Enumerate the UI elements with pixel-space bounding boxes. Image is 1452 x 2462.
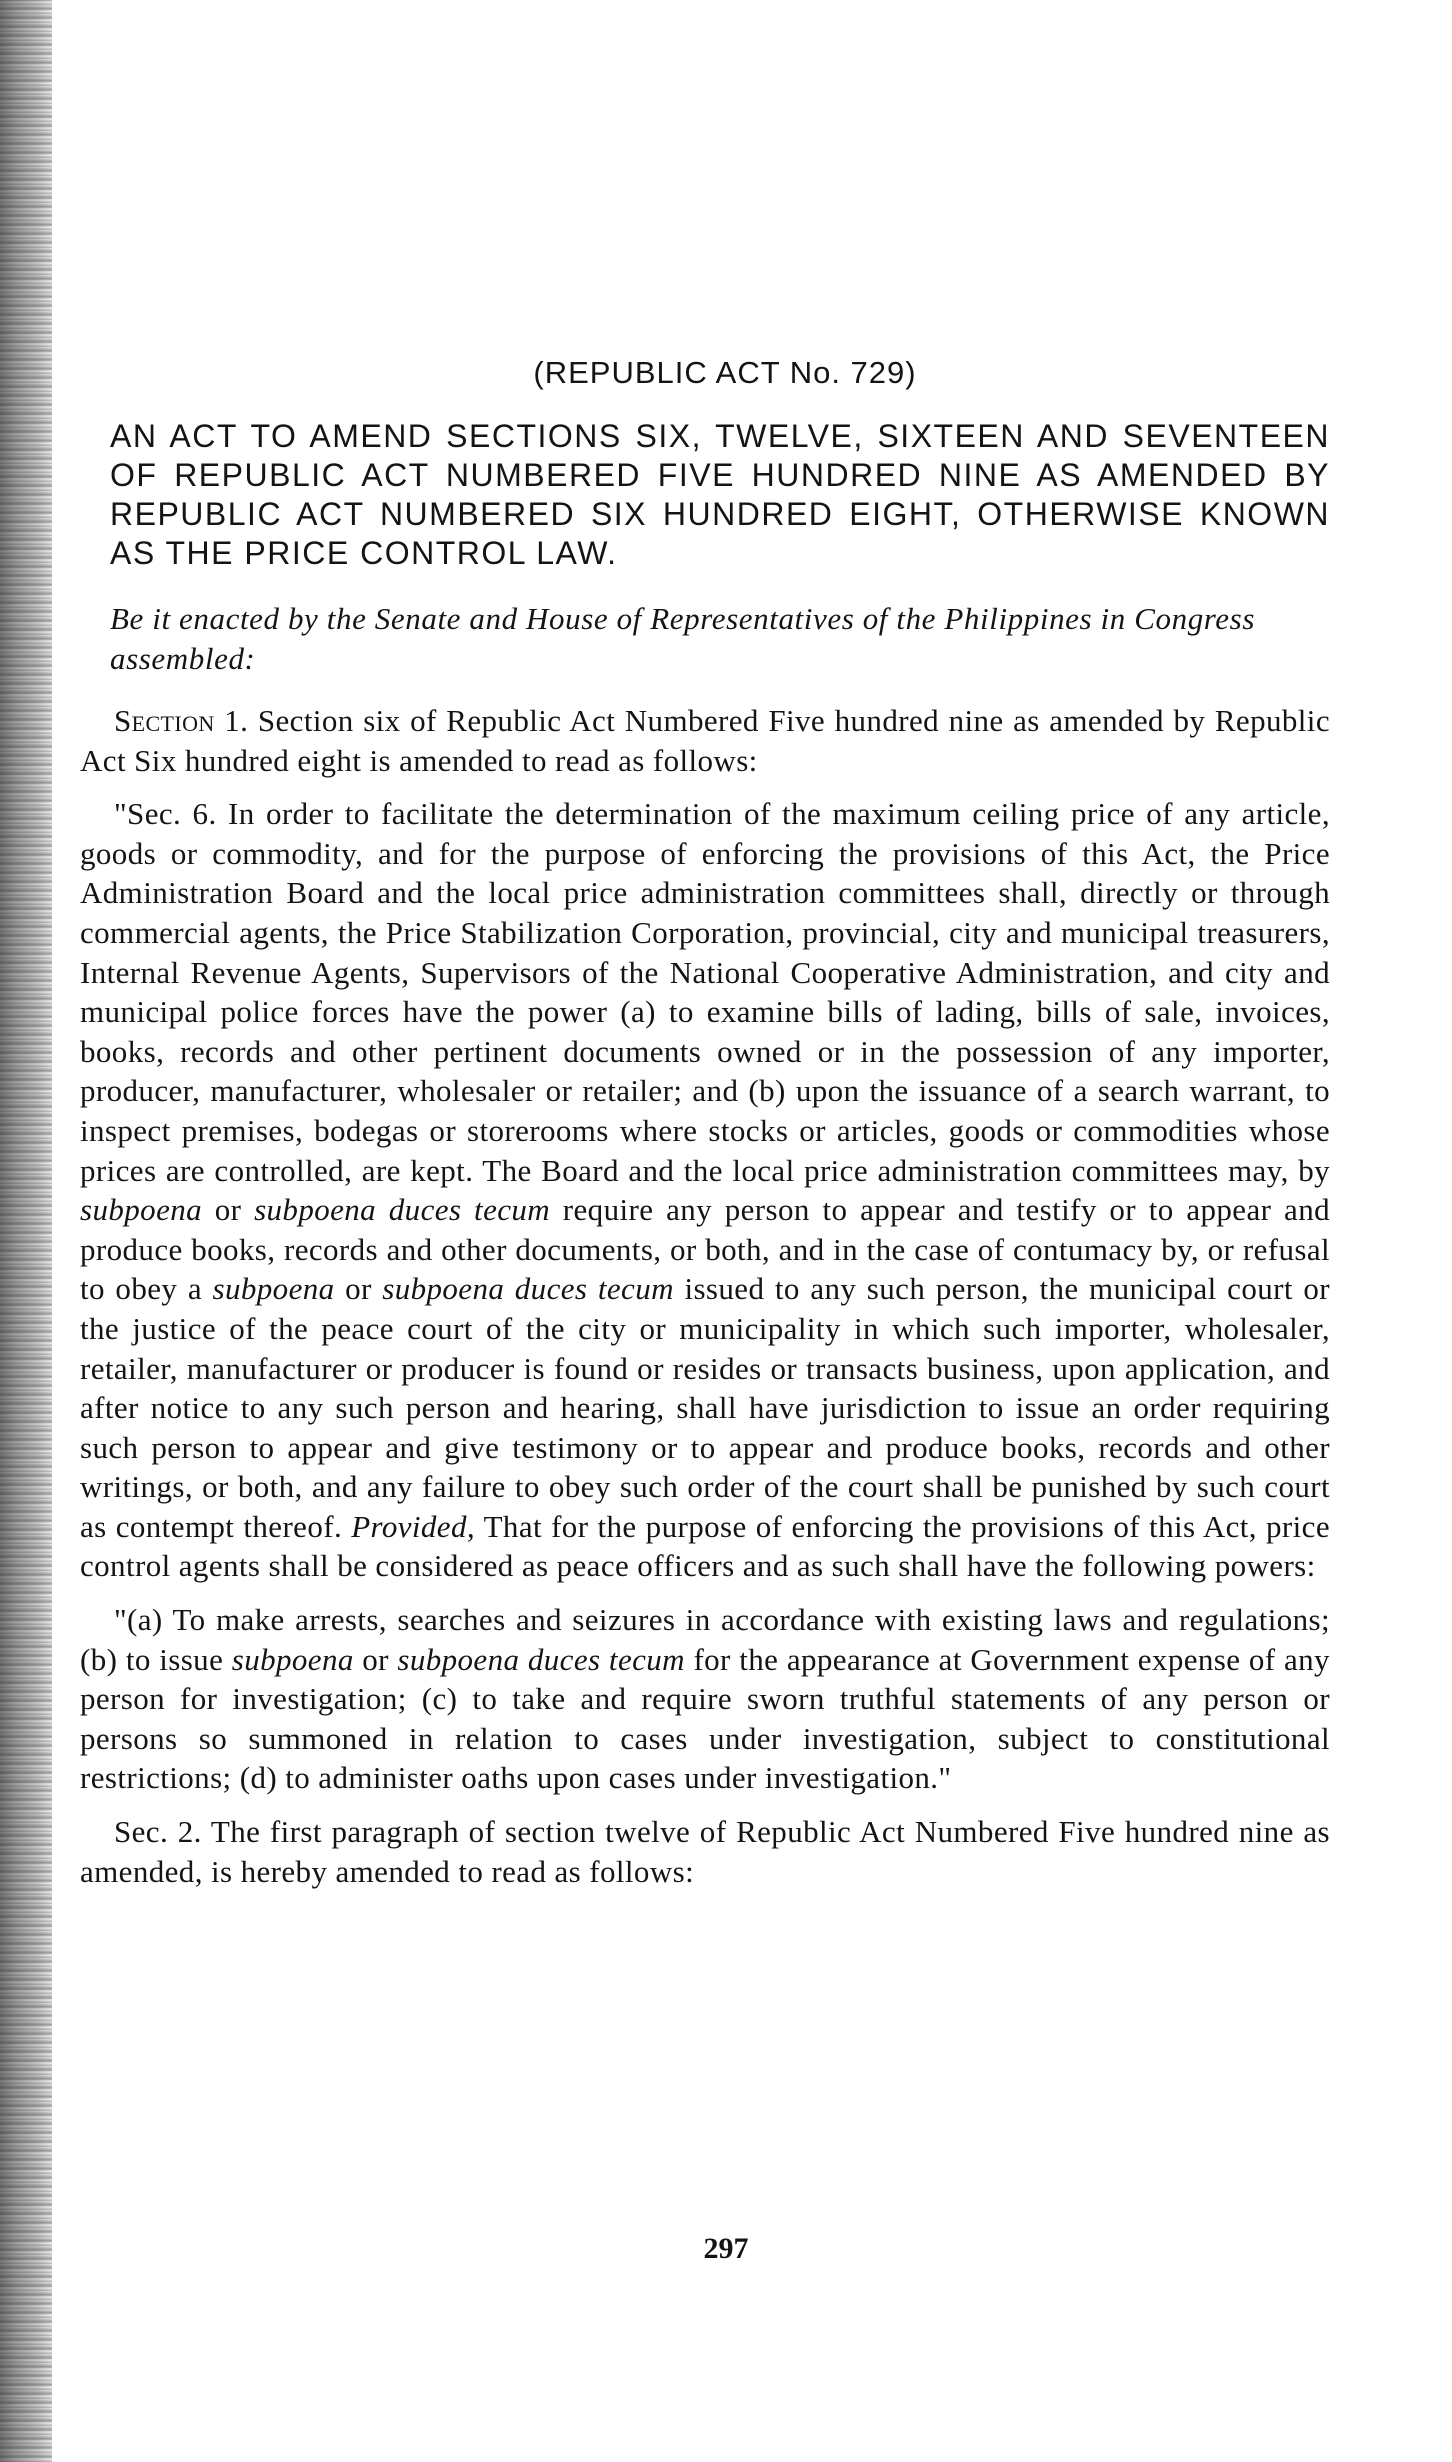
sec-6-text-d: That for the purpose of enforcing the provisions of this Act, price control agents shall be considered as peace officers and as such shall have the following powers: — [80, 1508, 1330, 1584]
page-number: 297 — [703, 2232, 749, 2265]
power-a-label: "(a) — [114, 1602, 163, 1638]
sec-2-text: The first paragraph of section twelve of Republic Act Numbered Five hundred nine as amended, is hereby amended to read as follows: — [80, 1814, 1330, 1889]
subpoena-duces-tecum-term: subpoena duces tecum — [254, 1192, 551, 1228]
sec-2-label: Sec. 2. — [114, 1814, 202, 1850]
document-page — [80, 355, 1330, 1905]
sec-2-paragraph — [80, 1812, 1330, 1891]
powers-paragraph — [80, 1600, 1330, 1798]
enacting-clause: Be it enacted by the Senate and House of Representatives of the Philippines in Congress assembled: — [110, 601, 1255, 676]
power-c-text: to take and require sworn truthful statements of any person or persons so summoned in relation to cases under investigation, subject to constitutional restrictions; — [80, 1681, 1330, 1796]
power-d-text: to administer oaths upon cases under investigation." — [285, 1760, 952, 1796]
or-text-2: or — [345, 1271, 372, 1307]
power-a-text: To make arrests, searches and seizures in accordance with existing laws and regulations; — [172, 1602, 1330, 1638]
subpoena-term-2: subpoena — [212, 1271, 335, 1307]
power-b-label: (b) — [80, 1641, 118, 1677]
sec-6-paragraph — [80, 794, 1330, 1586]
act-title: AN ACT TO AMEND SECTIONS SIX, TWELVE, SIXTEEN AND SEVENTEEN OF REPUBLIC ACT NUMBERED FIVE HUNDRED NINE AS AMENDED BY REPUBLIC ACT NUMBERED SIX HUNDRED EIGHT, OTHERWISE KNOWN AS THE PRICE CONTROL LAW. — [110, 418, 1330, 571]
republic-act-number: (REPUBLIC ACT No. 729) — [533, 355, 917, 390]
or-text-3: or — [362, 1641, 389, 1677]
power-d-label: (d) — [239, 1760, 278, 1796]
provided-term: Provided, — [351, 1508, 476, 1544]
or-text: or — [214, 1192, 242, 1228]
scan-edge-shadow — [0, 0, 52, 2462]
subpoena-term-3: subpoena — [231, 1641, 354, 1677]
section-1-text: Section six of Republic Act Numbered Five hundred nine as amended by Republic Act Six hundred eight is amended to read as follows: — [80, 703, 1330, 778]
sec-6-text-c: issued to any such person, the municipal court or the justice of the peace court of the city or municipality in which such importer, wholesaler, retailer, manufacturer or producer is found or resides or transacts business, upon application, and after notice to any such person and hearing, shall have jurisdiction to issue an order requiring such person to appear and give testimony or to appear and produce books, records and other writings, or both, and any failure to obey such order of the court shall be punished by such court as contempt thereof. — [80, 1271, 1330, 1544]
power-b-text-1: to issue — [125, 1641, 224, 1677]
section-1-paragraph — [80, 701, 1330, 780]
section-1-label: Section 1. — [114, 703, 249, 738]
sec-6-label: "Sec. 6. — [114, 796, 217, 832]
sec-6-text-a: In order to facilitate the determination of the maximum ceiling price of any article, goods or commodity, and for the purpose of enforcing the provisions of this Act, the Price Administration Board and the local price administration committees shall, directly or through commercial agents, the Price Stabilization Corporation, provincial, city and municipal treasurers, Internal Revenue Agents, Supervisors of the National Cooperative Administration, and city and municipal police forces have the power (a) to examine bills of lading, bills of sale, invoices, books, records and other pertinent documents owned or in the possession of any importer, producer, manufacturer, wholesaler or retailer; and (b) upon the issuance of a search warrant, to inspect premises, bodegas or storerooms where stocks or articles, goods or commodities whose prices are controlled, are kept. The Board and the local price administration committees may, by — [80, 796, 1330, 1188]
power-c-label: (c) — [421, 1681, 458, 1717]
subpoena-term: subpoena — [80, 1192, 203, 1228]
subpoena-duces-tecum-term-2: subpoena duces tecum — [382, 1271, 674, 1307]
subpoena-duces-tecum-term-3: subpoena duces tecum — [397, 1641, 685, 1677]
power-b-text-2: for the appearance at Government expense of any person for investigation; — [80, 1641, 1330, 1717]
sec-6-text-b: require any person to appear and testify or to appear and produce books, records and other documents, or both, and in the case of contumacy by, or refusal to obey a — [80, 1192, 1330, 1307]
